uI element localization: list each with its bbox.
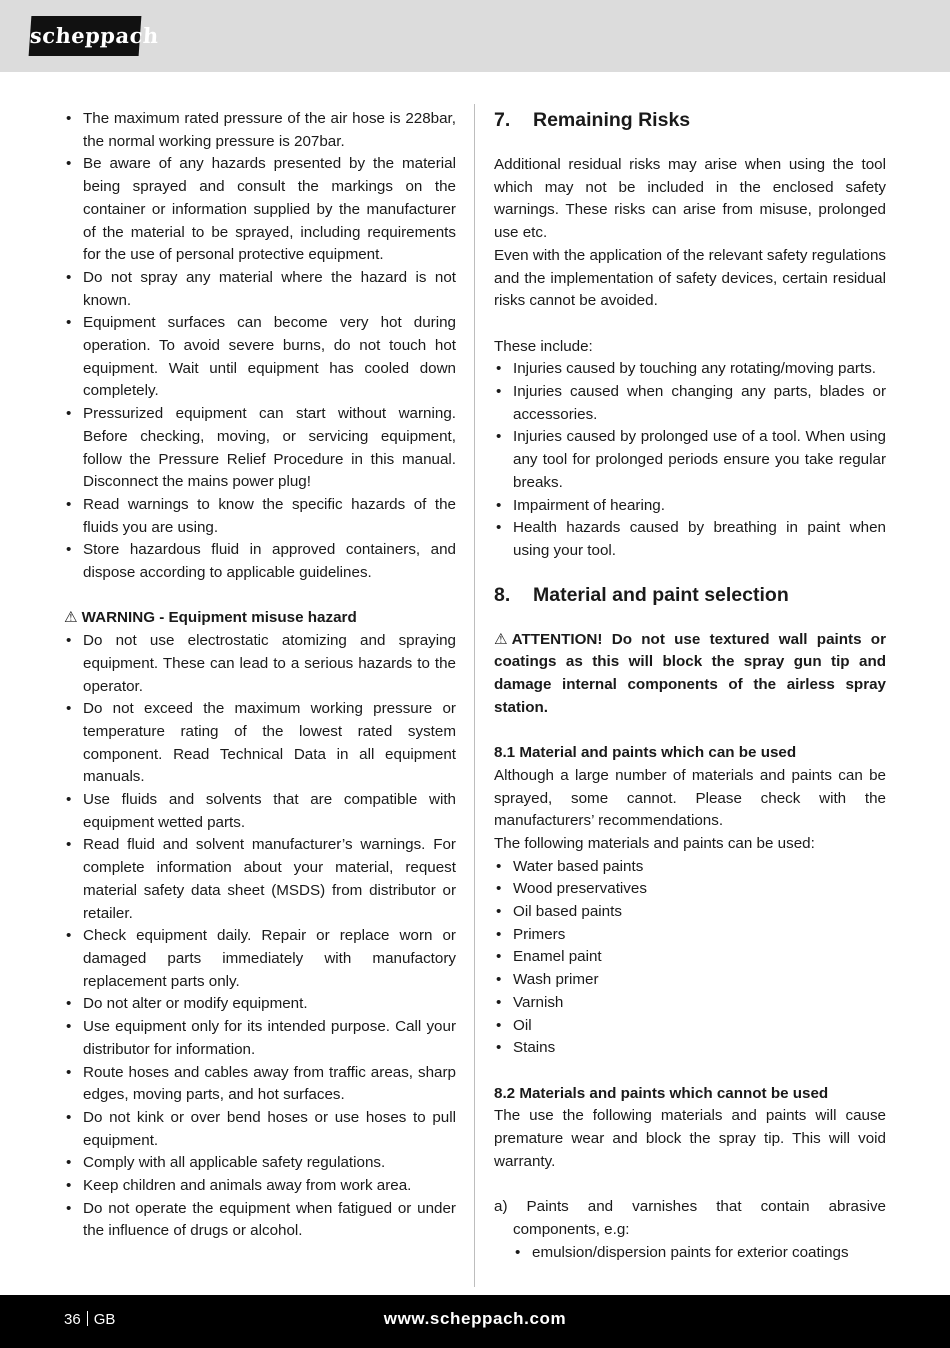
unusable-paragraph: The use the following materials and paints will cause premature wear and block the spray tip. This will void warranty. — [494, 1107, 886, 1170]
language-code: GB — [93, 1311, 116, 1328]
list-item: • Read warnings to know the specific hazards of the fluids you are using. — [64, 494, 456, 539]
list-item: • Stains — [494, 1037, 886, 1060]
list-item: • emulsion/dispersion paints for exterior coatings — [513, 1242, 886, 1265]
warning-triangle-icon: ⚠ — [494, 630, 508, 648]
right-column — [494, 108, 886, 1264]
usable-materials-list — [494, 856, 886, 1060]
list-item: • The maximum rated pressure of the air hose is 228bar, the normal working pressure is 207bar. — [64, 108, 456, 153]
warning-heading — [64, 607, 456, 630]
left-column — [64, 108, 456, 1243]
section-title: Material and paint selection — [533, 583, 789, 606]
subsection-8-2-title: 8.2 Materials and paints which cannot be used — [494, 1084, 829, 1102]
list-item: • Do not exceed the maximum working pressure or temperature rating of the lowest rated system component. Read Technical Data in all equipment manuals. — [64, 698, 456, 789]
list-item: • Varnish — [494, 992, 886, 1015]
list-item: • Injuries caused by touching any rotating/moving parts. — [494, 358, 886, 381]
section-title: Remaining Risks — [533, 109, 691, 131]
list-item: • Use equipment only for its intended purpose. Call your distributor for information. — [64, 1016, 456, 1061]
list-item: • Wash primer — [494, 969, 886, 992]
list-item: • Keep children and animals away from work area. — [64, 1175, 456, 1198]
safety-regulations-paragraph: Even with the application of the relevant safety regulations and the implementation of safety devices, certain residual risks cannot be avoided. — [494, 246, 886, 310]
warning-title: WARNING - Equipment misuse hazard — [81, 609, 357, 627]
list-item: • Equipment surfaces can become very hot during operation. To avoid severe burns, do not touch hot equipment. Wait until equipment has cooled down completely. — [64, 312, 456, 403]
section-8-heading — [494, 583, 886, 607]
website-link[interactable]: www.scheppach.com — [383, 1309, 567, 1328]
page-number-value: 36 — [64, 1311, 81, 1328]
misuse-bullet-list — [64, 630, 456, 1243]
list-item: • Do not alter or modify equipment. — [64, 993, 456, 1016]
list-item: • Be aware of any hazards presented by the material being sprayed and consult the markings on the container or information supplied by the manufacturer of the material to be sprayed, including requirements for the use of personal protective equipment. — [64, 153, 456, 267]
column-divider — [474, 104, 475, 1287]
item-a: a) Paints and varnishes that contain abrasive components, e.g: — [494, 1198, 886, 1238]
item-a-sublist — [513, 1242, 886, 1265]
subsection-8-1-title: 8.1 Material and paints which can be used — [494, 744, 797, 762]
list-item: • Route hoses and cables away from traffic areas, sharp edges, moving parts, and hot surfaces. — [64, 1062, 456, 1107]
list-item: • Injuries caused when changing any parts, blades or accessories. — [494, 381, 886, 426]
list-item: • Read fluid and solvent manufacturer’s warnings. For complete information about your material, request material safety data sheet (MSDS) from distributor or retailer. — [64, 834, 456, 925]
materials-paragraph: Although a large number of materials and paints can be sprayed, some cannot. Please check with the manufacturers’ recommendations. — [494, 766, 886, 830]
warning-triangle-icon: ⚠ — [64, 609, 78, 627]
list-item: • Pressurized equipment can start without warning. Before checking, moving, or servicing equipment, follow the Pressure Relief Procedure in this manual. Disconnect the mains power plug! — [64, 403, 456, 494]
attention-notice — [494, 629, 886, 720]
list-item: • Do not use electrostatic atomizing and spraying equipment. These can lead to a serious hazards to the operator. — [64, 630, 456, 698]
attention-text: ATTENTION! Do not use textured wall paints or coatings as this will block the spray gun tip and damage internal components of the airless spray station. — [494, 630, 886, 716]
scheppach-logo: scheppach — [29, 16, 142, 56]
list-item: • Oil based paints — [494, 901, 886, 924]
list-item: • Wood preservatives — [494, 878, 886, 901]
list-item: • Do not kink or over bend hoses or use hoses to pull equipment. — [64, 1107, 456, 1152]
list-item: • Do not operate the equipment when fatigued or under the influence of drugs or alcohol. — [64, 1198, 456, 1243]
list-item: • Oil — [494, 1015, 886, 1038]
section-7-heading — [494, 108, 886, 132]
materials-intro: The following materials and paints can be used: — [494, 834, 815, 852]
list-item: • Health hazards caused by breathing in paint when using your tool. — [494, 517, 886, 562]
page-header — [0, 0, 950, 72]
list-item: • Do not spray any material where the hazard is not known. — [64, 267, 456, 312]
page-footer — [0, 1295, 950, 1348]
these-include-label: These include: — [494, 337, 593, 355]
list-item: • Injuries caused by prolonged use of a tool. When using any tool for prolonged periods ensure you take regular breaks. — [494, 426, 886, 494]
list-item: • Store hazardous fluid in approved containers, and dispose according to applicable guidelines. — [64, 539, 456, 584]
list-item: • Impairment of hearing. — [494, 495, 886, 518]
safety-bullet-list — [64, 108, 456, 585]
risk-bullet-list — [494, 358, 886, 562]
list-item: • Enamel paint — [494, 946, 886, 969]
list-item: • Water based paints — [494, 856, 886, 879]
section-number: 7. — [494, 109, 511, 131]
list-item: • Use fluids and solvents that are compatible with equipment wetted parts. — [64, 789, 456, 834]
section-number: 8. — [494, 583, 511, 606]
residual-risks-paragraph: Additional residual risks may arise when using the tool which may not be included in the enclosed safety warnings. These risks can arise from misuse, prolonged use etc. — [494, 156, 886, 242]
list-item: • Primers — [494, 924, 886, 947]
list-item: • Comply with all applicable safety regulations. — [64, 1152, 456, 1175]
list-item: • Check equipment daily. Repair or replace worn or damaged parts immediately with manufactory replacement parts only. — [64, 925, 456, 993]
